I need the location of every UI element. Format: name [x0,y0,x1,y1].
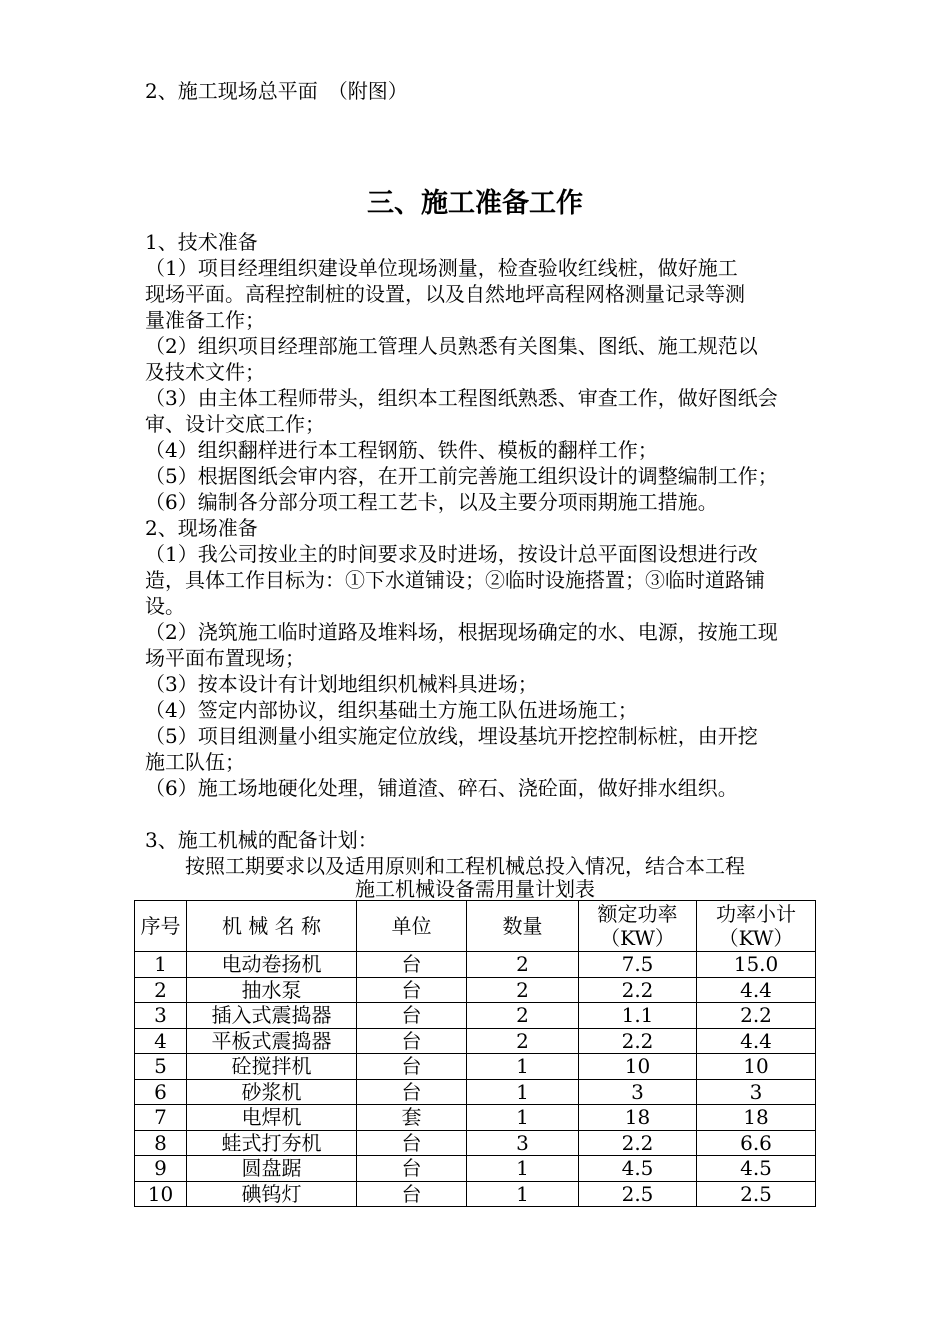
table-row [135,1028,816,1054]
paragraph-line: （5）根据图纸会审内容，在开工前完善施工组织设计的调整编制工作； [145,464,778,488]
cell-total: 4.4 [697,1028,816,1054]
cell-rated: 3 [579,1079,697,1105]
cell-unit: 台 [357,977,467,1003]
paragraph-line: （3）按本设计有计划地组织机械料具进场； [145,672,538,696]
cell-name: 平板式震捣器 [187,1028,357,1054]
paragraph-line: （1）项目经理组织建设单位现场测量，检查验收红线桩，做好施工 [145,256,738,280]
cell-rated: 2.2 [579,1130,697,1156]
cell-no: 8 [135,1130,187,1156]
paragraph-line: 1、技术准备 [145,230,258,254]
cell-name: 圆盘踞 [187,1156,357,1182]
cell-rated: 4.5 [579,1156,697,1182]
cell-name: 电动卷扬机 [187,952,357,978]
table-row [135,1181,816,1207]
cell-qty: 3 [467,1130,579,1156]
cell-qty: 1 [467,1079,579,1105]
cell-qty: 2 [467,977,579,1003]
cell-unit: 台 [357,1054,467,1080]
cell-unit: 台 [357,1003,467,1029]
paragraph-line: （4）组织翻样进行本工程钢筋、铁件、模板的翻样工作； [145,438,658,462]
cell-no: 5 [135,1054,187,1080]
cell-unit: 台 [357,1028,467,1054]
paragraph-line: 施工队伍； [145,750,245,774]
cell-total: 15.0 [697,952,816,978]
cell-rated: 1.1 [579,1003,697,1029]
cell-no: 10 [135,1181,187,1207]
cell-qty: 1 [467,1105,579,1131]
cell-qty: 2 [467,1003,579,1029]
header-no: 序号 [135,901,187,952]
cell-no: 6 [135,1079,187,1105]
header-unit: 单位 [357,901,467,952]
paragraph-line: （1）我公司按业主的时间要求及时进场，按设计总平面图设想进行改 [145,542,758,566]
cell-unit: 台 [357,1079,467,1105]
header-name: 机 械 名 称 [187,901,357,952]
paragraph-line: （5）项目组测量小组实施定位放线，埋设基坑开挖控制标桩，由开挖 [145,724,758,748]
paragraph-line: 现场平面。高程控制桩的设置，以及自然地坪高程网格测量记录等测 [145,282,745,306]
cell-name: 砂浆机 [187,1079,357,1105]
header-total-power [697,901,816,952]
header-rated-power [579,901,697,952]
paragraph-line: 场平面布置现场； [145,646,305,670]
cell-rated: 2.2 [579,977,697,1003]
cell-total: 4.5 [697,1156,816,1182]
cell-name: 插入式震捣器 [187,1003,357,1029]
cell-total: 18 [697,1105,816,1131]
paragraph-line: 造，具体工作目标为：①下水道铺设；②临时设施搭置；③临时道路铺 [145,568,765,592]
cell-total: 4.4 [697,977,816,1003]
table-row [135,1105,816,1131]
cell-no: 2 [135,977,187,1003]
header-qty: 数量 [467,901,579,952]
cell-qty: 1 [467,1054,579,1080]
paragraph-line: 量准备工作； [145,308,265,332]
cell-total: 6.6 [697,1130,816,1156]
paragraph-line: （3）由主体工程师带头，组织本工程图纸熟悉、审查工作，做好图纸会 [145,386,778,410]
paragraph-line: 3、施工机械的配备计划： [145,828,378,852]
cell-qty: 1 [467,1156,579,1182]
cell-no: 1 [135,952,187,978]
section-title: 三、施工准备工作 [367,188,583,219]
cell-name: 砼搅拌机 [187,1054,357,1080]
cell-name: 蛙式打夯机 [187,1130,357,1156]
cell-unit: 台 [357,1156,467,1182]
table-caption: 施工机械设备需用量计划表 [355,877,595,901]
cell-rated: 2.2 [579,1028,697,1054]
cell-unit: 台 [357,952,467,978]
paragraph-line: （2）浇筑施工临时道路及堆料场，根据现场确定的水、电源，按施工现 [145,620,778,644]
cell-total: 2.5 [697,1181,816,1207]
cell-unit: 台 [357,1130,467,1156]
table-row [135,1156,816,1182]
cell-total: 3 [697,1079,816,1105]
header-rated-power-line1: 额定功率 [597,902,678,926]
paragraph-line: （6）施工场地硬化处理，铺道渣、碎石、浇砼面，做好排水组织。 [145,776,738,800]
cell-qty: 2 [467,952,579,978]
paragraph-line: 设。 [145,594,185,618]
header-total-power-line1: 功率小计 [716,902,796,926]
cell-no: 4 [135,1028,187,1054]
paragraph-line: 2、现场准备 [145,516,258,540]
cell-rated: 10 [579,1054,697,1080]
cell-name: 碘钨灯 [187,1181,357,1207]
cell-unit: 台 [357,1181,467,1207]
table-row [135,1003,816,1029]
paragraph-line: （2）组织项目经理部施工管理人员熟悉有关图集、图纸、施工规范以 [145,334,758,358]
cell-no: 7 [135,1105,187,1131]
site-plan-heading: 2、施工现场总平面 （附图） [145,79,408,103]
table-row [135,952,816,978]
paragraph-line: 审、设计交底工作； [145,412,325,436]
paragraph-line: 按照工期要求以及适用原则和工程机械总投入情况，结合本工程 [145,854,745,878]
machinery-table [134,900,816,1207]
cell-rated: 7.5 [579,952,697,978]
cell-qty: 2 [467,1028,579,1054]
header-total-power-line2: （KW） [718,926,794,950]
table-header-row [135,901,816,952]
paragraph-line: （6）编制各分部分项工程工艺卡，以及主要分项雨期施工措施。 [145,490,718,514]
cell-qty: 1 [467,1181,579,1207]
table-row [135,1130,816,1156]
cell-name: 电焊机 [187,1105,357,1131]
cell-no: 3 [135,1003,187,1029]
cell-rated: 18 [579,1105,697,1131]
table-row [135,1079,816,1105]
cell-total: 2.2 [697,1003,816,1029]
table-row [135,977,816,1003]
cell-total: 10 [697,1054,816,1080]
paragraph-line: （4）签定内部协议，组织基础土方施工队伍进场施工； [145,698,638,722]
table-row [135,1054,816,1080]
cell-rated: 2.5 [579,1181,697,1207]
cell-unit: 套 [357,1105,467,1131]
header-rated-power-line2: （KW） [600,926,675,950]
cell-no: 9 [135,1156,187,1182]
paragraph-line: 及技术文件； [145,360,265,384]
cell-name: 抽水泵 [187,977,357,1003]
